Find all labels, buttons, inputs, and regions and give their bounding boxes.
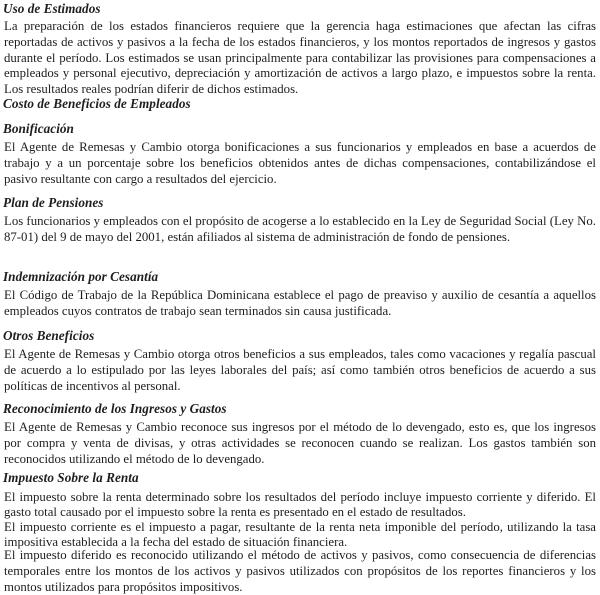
paragraph-uso-de-estimados: La preparación de los estados financieros requiere que la gerencia haga estimaciones que afectan las cifras reportadas de activos y pasivos a la fecha de los estados financieros, y los montos reportados de ingresos y gastos durante el período. Los estimados se usan principalmente para contabilizar las provisiones para compensaciones a empleados y personal ejecutivo, depreciación y amortización de activos a largo plazo, e impuestos sobre la renta. Los resultados reales podrían diferir de dichos estimados.: [4, 19, 596, 97]
heading-otros-beneficios: Otros Beneficios: [3, 328, 95, 343]
heading-impuesto-sobre-la-renta: Impuesto Sobre la Renta: [3, 470, 139, 485]
paragraph-reconocimiento-ingresos-gastos: El Agente de Remesas y Cambio reconoce sus ingresos por el método de lo devengado, esto es, que los ingresos por compra y venta de divisas, y otras actividades se reconocen cuando se realizan. Los gastos también son reconocidos utilizando el método de lo devengado.: [4, 420, 596, 466]
paragraph-impuesto-1: El impuesto sobre la renta determinado sobre los resultados del período incluye impuesto corriente y diferido. El gasto total causado por el impuesto sobre la renta es presentado en el estado de resultados.: [4, 490, 596, 519]
heading-bonificacion: Bonificación: [3, 121, 74, 136]
paragraph-bonificacion: El Agente de Remesas y Cambio otorga bonificaciones a sus funcionarios y empleados en base a acuerdos de trabajo y a un porcentaje sobre los beneficios obtenidos antes de dichas compensaciones, contabilizándose el pasivo resultante con cargo a resultados del ejercicio.: [4, 140, 596, 186]
paragraph-group-impuesto: [4, 490, 596, 550]
heading-reconocimiento-ingresos-gastos: Reconocimiento de los Ingresos y Gastos: [3, 401, 227, 416]
paragraph-impuesto-2: El impuesto corriente es el impuesto a pagar, resultante de la renta neta imponible del período, utilizando la tasa impositiva establecida a la fecha del estado de situación financiera.: [4, 520, 596, 549]
paragraph-impuesto-3: El impuesto diferido es reconocido utilizando el método de activos y pasivos, como consecuencia de diferencias temporales entre los montos de los activos y pasivos utilizados con propósitos de los reportes financieros y los montos utilizados para propósitos impositivos.: [4, 548, 596, 594]
paragraph-otros-beneficios: El Agente de Remesas y Cambio otorga otros beneficios a sus empleados, tales como vacaciones y regalía pascual de acuerdo a lo estipulado por las leyes laborales del país; así como también otros beneficios de acuerdo a sus políticas de incentivos al personal.: [4, 347, 596, 393]
paragraph-indemnizacion-por-cesantia: El Código de Trabajo de la República Dominicana establece el pago de preaviso y auxilio de cesantía a aquellos empleados cuyos contratos de trabajo sean terminados sin causa justificada.: [4, 288, 596, 318]
heading-plan-de-pensiones: Plan de Pensiones: [3, 195, 104, 210]
heading-costo-de-beneficios: Costo de Beneficios de Empleados: [3, 96, 191, 111]
heading-indemnizacion-por-cesantia: Indemnización por Cesantía: [3, 269, 159, 284]
heading-uso-de-estimados: Uso de Estimados: [3, 1, 101, 16]
paragraph-plan-de-pensiones: Los funcionarios y empleados con el propósito de acogerse a lo establecido en la Ley de Seguridad Social (Ley No. 87-01) del 9 de mayo del 2001, están afiliados al sistema de administración de fondo de pensiones.: [4, 214, 596, 244]
